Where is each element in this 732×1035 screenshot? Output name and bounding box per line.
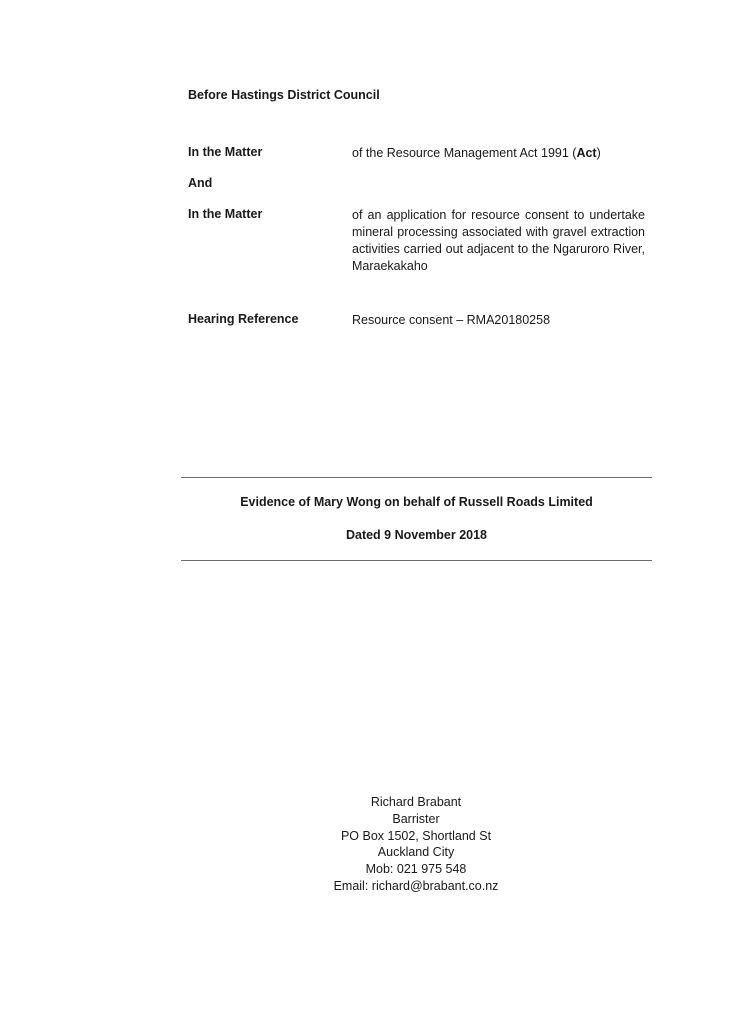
court-heading: Before Hastings District Council xyxy=(188,88,380,102)
top-divider xyxy=(181,477,652,478)
counsel-address-block xyxy=(266,794,566,895)
matter-value-1-prefix: of the Resource Management Act 1991 ( xyxy=(352,146,577,160)
counsel-mobile: Mob: 021 975 548 xyxy=(365,862,467,877)
and-label: And xyxy=(188,176,213,190)
matter-value-1 xyxy=(352,145,645,162)
hearing-reference-label: Hearing Reference xyxy=(188,312,299,326)
counsel-po-box: PO Box 1502, Shortland St xyxy=(340,828,492,843)
counsel-role: Barrister xyxy=(392,811,440,826)
matter-value-2: of an application for resource consent to undertake mineral processing associated with gravel extraction activities carried out adjacent to the Ngaruroro River, Maraekakaho xyxy=(352,208,645,273)
counsel-email: Email: richard@brabant.co.nz xyxy=(333,878,499,893)
counsel-city: Auckland City xyxy=(377,845,455,860)
hearing-reference-value: Resource consent – RMA20180258 xyxy=(352,313,551,327)
matter-value-1-suffix: ) xyxy=(596,146,601,160)
counsel-name: Richard Brabant xyxy=(370,795,462,809)
act-abbreviation: Act xyxy=(576,146,597,160)
evidence-title: Evidence of Mary Wong on behalf of Russell Roads Limited xyxy=(240,495,593,509)
matter-label-1: In the Matter xyxy=(188,145,263,159)
matter-label-2: In the Matter xyxy=(188,207,263,221)
bottom-divider xyxy=(181,560,652,561)
evidence-date: Dated 9 November 2018 xyxy=(345,528,488,542)
